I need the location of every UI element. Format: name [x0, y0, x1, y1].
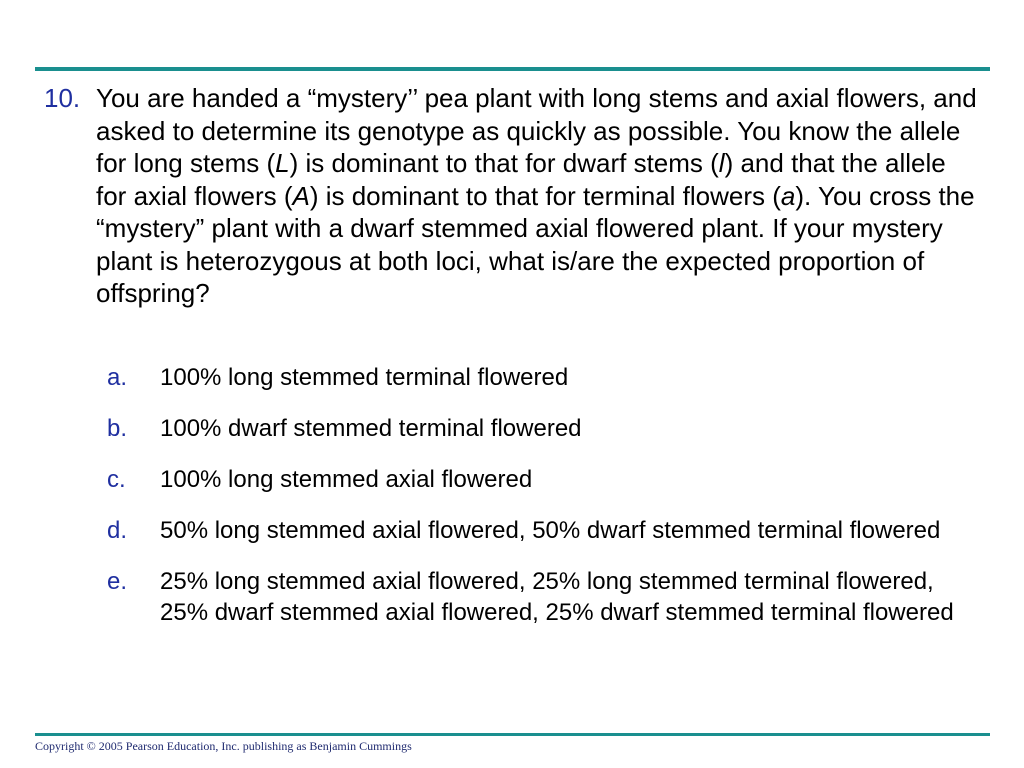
question-text-part: ) is dominant to that for terminal flowers (: [309, 180, 781, 211]
answer-option-e[interactable]: [107, 566, 987, 628]
answer-list: [107, 362, 987, 648]
answer-letter: d.: [107, 517, 128, 544]
answer-text: 100% long stemmed axial flowered: [160, 466, 533, 493]
answer-letter: c.: [107, 466, 126, 493]
answer-option-a[interactable]: [107, 362, 987, 393]
answer-letter: a.: [107, 364, 128, 391]
question-text-part: ) and that the allele for axial flowers (: [96, 148, 946, 211]
top-divider: [35, 67, 990, 71]
answer-option-b[interactable]: [107, 413, 987, 444]
copyright-footer: Copyright © 2005 Pearson Education, Inc. publishing as Benjamin Cummings: [35, 739, 412, 753]
answer-option-c[interactable]: [107, 464, 987, 495]
allele-long-symbol: L: [275, 148, 290, 178]
answer-letter: b.: [107, 415, 128, 442]
allele-terminal-symbol: a: [780, 180, 796, 211]
answer-option-d[interactable]: [107, 515, 987, 546]
question-text-part: ) is dominant to that for dwarf stems (: [289, 148, 719, 178]
question-text: [96, 82, 979, 310]
allele-axial-symbol: A: [292, 180, 310, 211]
answer-text: 25% long stemmed axial flowered, 25% long stemmed terminal flowered, 25% dwarf stemmed axial flowered, 25% dwarf stemmed terminal flowered: [160, 568, 954, 626]
answer-text: 100% dwarf stemmed terminal flowered: [160, 415, 582, 442]
question-text-part: ). You cross the “mystery” plant with a dwarf stemmed axial flowered plant. If your mystery plant is heterozygous at both loci, what is/are the expected proportion of offspring?: [96, 180, 975, 308]
bottom-divider: [35, 733, 990, 736]
question-block: [44, 82, 979, 310]
answer-text: 100% long stemmed terminal flowered: [160, 364, 569, 391]
answer-text: 50% long stemmed axial flowered, 50% dwarf stemmed terminal flowered: [160, 517, 941, 544]
answer-letter: e.: [107, 568, 128, 595]
allele-dwarf-symbol: l: [718, 148, 725, 178]
question-text-part: You are handed a “mystery’’ pea plant with long stems and axial flowers, and asked to determine its genotype as quickly as possible. You know the allele for long stems (: [96, 83, 977, 178]
question-number: 10.: [44, 83, 81, 113]
